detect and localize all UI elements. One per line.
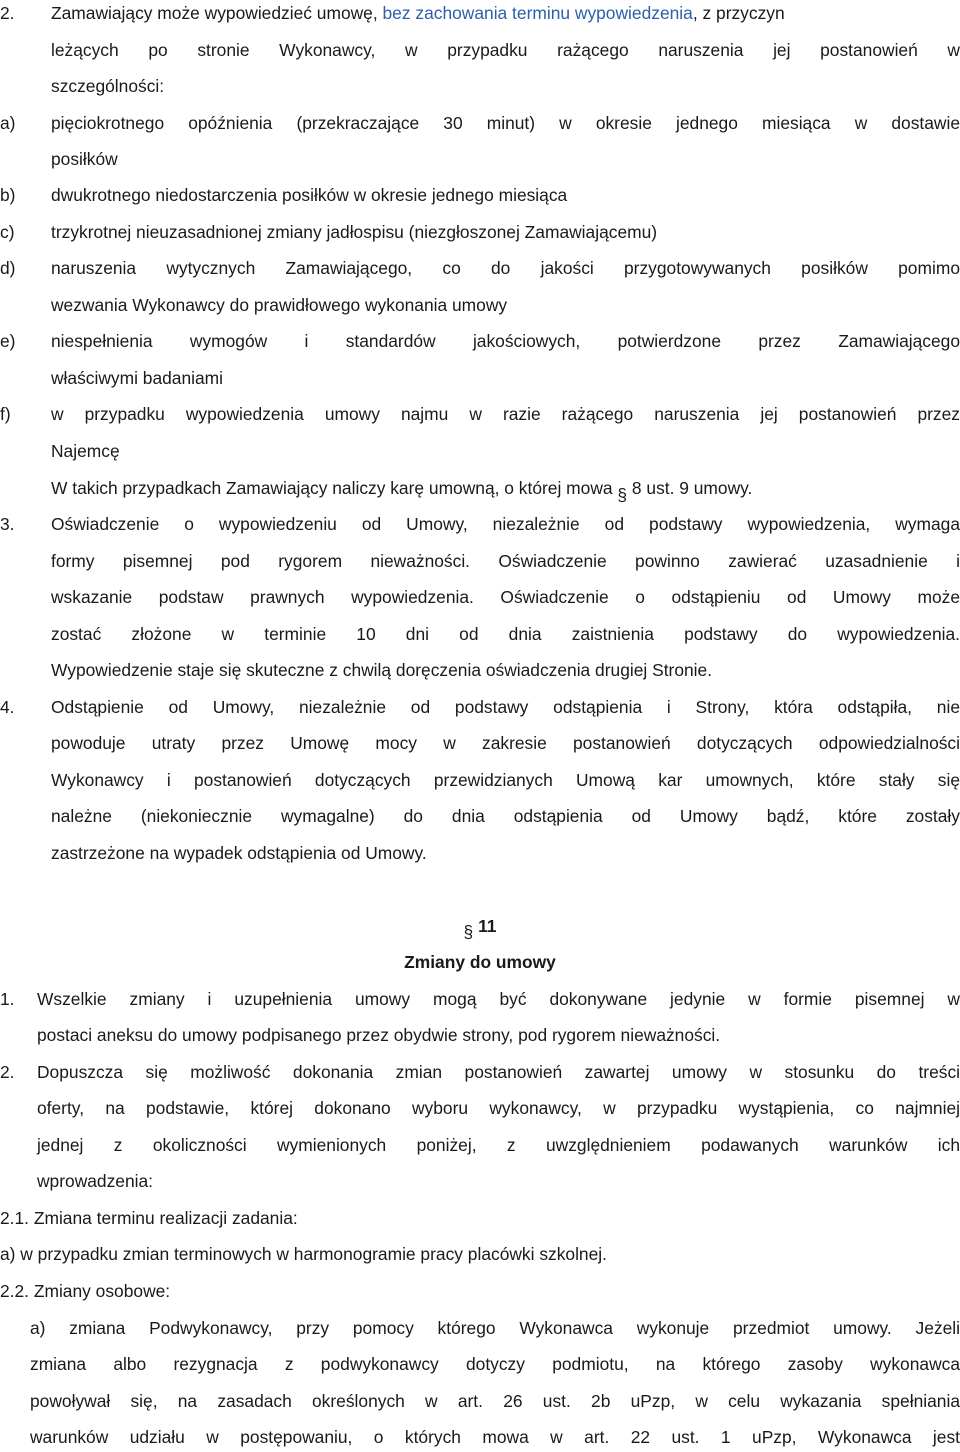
item-4-line-5: zastrzeżone na wypadek odstąpienia od Umowy. xyxy=(51,843,427,863)
item-3-line-5: Wypowiedzenie staje się skuteczne z chwilą doręczenia oświadczenia drugiej Stronie. xyxy=(51,660,713,680)
item-number: 2. xyxy=(0,3,15,23)
item-number: 1. xyxy=(0,989,15,1009)
sub-label-a: a) xyxy=(0,113,16,133)
s11-item-2-line-2: oferty, na podstawie, której dokonano wyboru wykonawcy, w przypadku wystąpienia, co najmniej xyxy=(37,1098,960,1118)
item-4-line-1: Odstąpienie od Umowy, niezależnie od podstawy odstąpienia i Strony, która odstąpiła, nie xyxy=(51,697,960,717)
sub-f-line-1: w przypadku wypowiedzenia umowy najmu w razie rażącego naruszenia jej postanowień przez xyxy=(51,404,960,424)
item-2-line-3: szczególności: xyxy=(51,76,165,96)
section-title: Zmiany do umowy xyxy=(404,952,556,972)
s11-item-1-line-2: postaci aneksu do umowy podpisanego przez obydwie strony, pod rygorem nieważności. xyxy=(37,1025,721,1045)
section-number: § 11 xyxy=(463,916,497,942)
section-sign: § xyxy=(617,485,628,505)
item-3-line-2: formy pisemnej pod rygorem nieważności. Oświadczenie powinno zawierać uzasadnienie i xyxy=(51,551,960,571)
section-sign: § xyxy=(463,922,474,942)
subsection-heading: 2.1. Zmiana terminu realizacji zadania: xyxy=(0,1208,298,1228)
s11-item-2-1-sub-a: a) w przypadku zmian terminowych w harmonogramie pracy placówki szkolnej. xyxy=(0,1244,607,1264)
sub-d-line-2: wezwania Wykonawcy do prawidłowego wykonania umowy xyxy=(51,295,508,315)
s11-item-2-line-3: jednej z okoliczności wymienionych poniżej, z uwzględnieniem podawanych warunków ich xyxy=(37,1135,960,1155)
sub-f-line-2: Najemcę xyxy=(51,441,120,461)
subsection-heading: 2.2. Zmiany osobowe: xyxy=(0,1281,171,1301)
item-2-line-1: Zamawiający może wypowiedzieć umowę, bez zachowania terminu wypowiedzenia, z przyczyn xyxy=(51,3,785,23)
highlighted-phrase: bez zachowania terminu wypowiedzenia xyxy=(382,3,693,23)
sub-label-d: d) xyxy=(0,258,16,278)
s11-item-2-2-line-1: a) zmiana Podwykonawcy, przy pomocy którego Wykonawca wykonuje przedmiot umowy. Jeżeli xyxy=(30,1318,960,1338)
sub-a-line-1: pięciokrotnego opóźnienia (przekraczające 30 minut) w okresie jednego miesiąca w dostawie xyxy=(51,113,960,133)
item-number: 4. xyxy=(0,697,15,717)
item-4-line-4: należne (niekoniecznie wymagalne) do dnia odstąpienia od Umowy bądź, które zostały xyxy=(51,806,960,826)
item-2-closing: W takich przypadkach Zamawiający naliczy karę umowną, o której mowa § 8 ust. 9 umowy. xyxy=(51,478,753,505)
sub-e-line-2: właściwymi badaniami xyxy=(51,368,224,388)
item-2-line-2: leżących po stronie Wykonawcy, w przypadku rażącego naruszenia jej postanowień w xyxy=(51,40,960,60)
item-4-line-2: powoduje utraty przez Umowę mocy w zakresie postanowień dotyczących odpowiedzialności xyxy=(51,733,960,753)
item-number: 3. xyxy=(0,514,15,534)
s11-item-2-line-1: Dopuszcza się możliwość dokonania zmian postanowień zawartej umowy w stosunku do treści xyxy=(37,1062,960,1082)
sub-d-line-1: naruszenia wytycznych Zamawiającego, co do jakości przygotowywanych posiłków pomimo xyxy=(51,258,960,278)
s11-item-2-2-line-2: zmiana albo rezygnacja z podwykonawcy dotyczy podmiotu, na którego zasoby wykonawca xyxy=(30,1354,960,1374)
sub-e-line-1: niespełnienia wymogów i standardów jakościowych, potwierdzone przez Zamawiającego xyxy=(51,331,960,351)
s11-item-2-2-line-3: powoływał się, na zasadach określonych w art. 26 ust. 2b uPzp, w celu wykazania spełniania xyxy=(30,1391,960,1411)
sub-a-line-2: posiłków xyxy=(51,149,118,169)
sub-label-b: b) xyxy=(0,185,16,205)
s11-item-1-line-1: Wszelkie zmiany i uzupełnienia umowy mogą być dokonywane jedynie w formie pisemnej w xyxy=(37,989,960,1009)
s11-item-2-2-line-4: warunków udziału w postępowaniu, o których mowa w art. 22 ust. 1 uPzp, Wykonawca jest xyxy=(30,1427,960,1447)
sub-b-line-1: dwukrotnego niedostarczenia posiłków w okresie jednego miesiąca xyxy=(51,185,568,205)
item-4-line-3: Wykonawcy i postanowień dotyczących przewidzianych Umową kar umownych, które stały się xyxy=(51,770,960,790)
item-3-line-1: Oświadczenie o wypowiedzeniu od Umowy, niezależnie od podstawy wypowiedzenia, wymaga xyxy=(51,514,960,534)
sub-label-e: e) xyxy=(0,331,16,351)
s11-item-2-line-4: wprowadzenia: xyxy=(37,1171,154,1191)
item-number: 2. xyxy=(0,1062,15,1082)
sub-label-f: f) xyxy=(0,404,11,424)
sub-label-c: c) xyxy=(0,222,15,242)
item-3-line-3: wskazanie podstaw prawnych wypowiedzenia. Oświadczenie o odstąpieniu od Umowy może xyxy=(51,587,960,607)
item-3-line-4: zostać złożone w terminie 10 dni od dnia zaistnienia podstawy do wypowiedzenia. xyxy=(51,624,960,644)
sub-c-line-1: trzykrotnej nieuzasadnionej zmiany jadłospisu (niezgłoszonej Zamawiającemu) xyxy=(51,222,658,242)
